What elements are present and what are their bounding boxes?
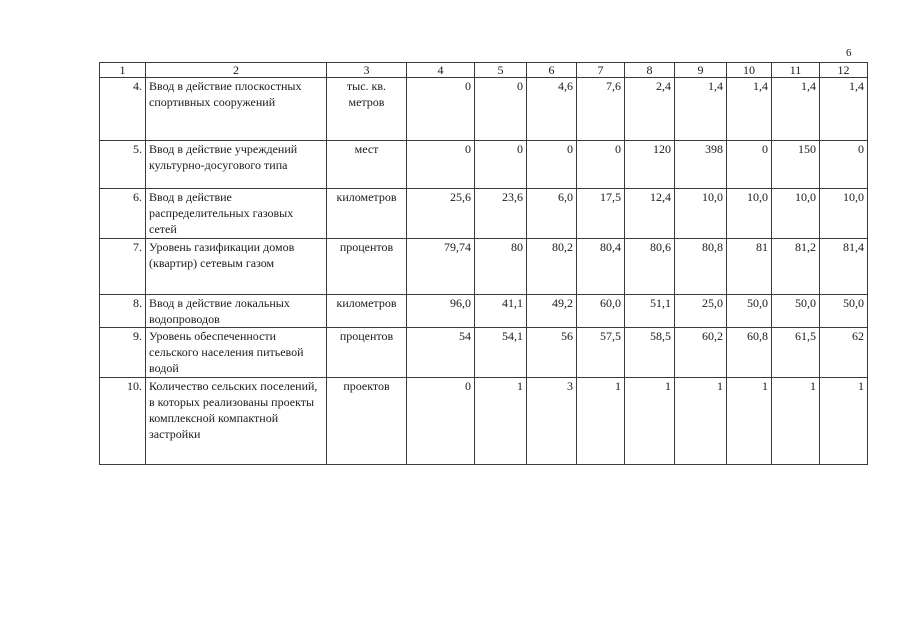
row-number: 4.: [100, 78, 146, 141]
value-cell: 10,0: [772, 189, 820, 239]
value-cell: 56: [527, 328, 577, 378]
value-cell: 0: [407, 378, 475, 465]
value-cell: 60,0: [577, 295, 625, 328]
table-row: [100, 78, 868, 141]
unit-cell: процентов: [327, 239, 407, 295]
value-cell: 80,4: [577, 239, 625, 295]
value-cell: 25,0: [675, 295, 727, 328]
value-cell: 1,4: [727, 78, 772, 141]
indicator-name: Ввод в действие учреждений культурно-досугового типа: [146, 141, 327, 189]
table-row: [100, 328, 868, 378]
value-cell: 1,4: [820, 78, 868, 141]
header-cell: 3: [327, 63, 407, 78]
value-cell: 1: [577, 378, 625, 465]
value-cell: 81,2: [772, 239, 820, 295]
value-cell: 50,0: [727, 295, 772, 328]
unit-cell: мест: [327, 141, 407, 189]
value-cell: 61,5: [772, 328, 820, 378]
header-cell: 7: [577, 63, 625, 78]
page-number: 6: [846, 47, 852, 59]
indicator-name: Количество сельских поселений, в которых реализованы проекты комплексной компактной застройки: [146, 378, 327, 465]
value-cell: 6,0: [527, 189, 577, 239]
header-cell: 4: [407, 63, 475, 78]
table-row: [100, 239, 868, 295]
value-cell: 50,0: [820, 295, 868, 328]
indicator-name: Ввод в действие плоскостных спортивных сооружений: [146, 78, 327, 141]
value-cell: 25,6: [407, 189, 475, 239]
table-row: [100, 141, 868, 189]
indicators-table: [99, 62, 868, 465]
value-cell: 0: [475, 78, 527, 141]
unit-cell: тыс. кв. метров: [327, 78, 407, 141]
header-cell: 5: [475, 63, 527, 78]
table-row: [100, 189, 868, 239]
table-row: [100, 378, 868, 465]
value-cell: 1,4: [772, 78, 820, 141]
value-cell: 17,5: [577, 189, 625, 239]
value-cell: 1: [625, 378, 675, 465]
header-cell: 8: [625, 63, 675, 78]
row-number: 5.: [100, 141, 146, 189]
value-cell: 1: [727, 378, 772, 465]
row-number: 10.: [100, 378, 146, 465]
value-cell: 3: [527, 378, 577, 465]
value-cell: 1: [675, 378, 727, 465]
value-cell: 51,1: [625, 295, 675, 328]
value-cell: 62: [820, 328, 868, 378]
value-cell: 80,2: [527, 239, 577, 295]
row-number: 8.: [100, 295, 146, 328]
value-cell: 96,0: [407, 295, 475, 328]
indicator-name: Уровень обеспеченности сельского населения питьевой водой: [146, 328, 327, 378]
header-cell: 11: [772, 63, 820, 78]
value-cell: 57,5: [577, 328, 625, 378]
value-cell: 398: [675, 141, 727, 189]
value-cell: 0: [577, 141, 625, 189]
value-cell: 23,6: [475, 189, 527, 239]
value-cell: 10,0: [820, 189, 868, 239]
value-cell: 0: [820, 141, 868, 189]
value-cell: 50,0: [772, 295, 820, 328]
value-cell: 0: [475, 141, 527, 189]
row-number: 6.: [100, 189, 146, 239]
value-cell: 80,8: [675, 239, 727, 295]
unit-cell: проектов: [327, 378, 407, 465]
value-cell: 12,4: [625, 189, 675, 239]
value-cell: 4,6: [527, 78, 577, 141]
header-row: [100, 63, 868, 78]
unit-cell: процентов: [327, 328, 407, 378]
value-cell: 81,4: [820, 239, 868, 295]
value-cell: 80: [475, 239, 527, 295]
header-cell: 2: [146, 63, 327, 78]
unit-cell: километров: [327, 189, 407, 239]
value-cell: 0: [407, 141, 475, 189]
value-cell: 54: [407, 328, 475, 378]
value-cell: 1: [820, 378, 868, 465]
unit-cell: километров: [327, 295, 407, 328]
value-cell: 1,4: [675, 78, 727, 141]
header-cell: 9: [675, 63, 727, 78]
value-cell: 49,2: [527, 295, 577, 328]
value-cell: 60,8: [727, 328, 772, 378]
value-cell: 60,2: [675, 328, 727, 378]
header-cell: 1: [100, 63, 146, 78]
row-number: 9.: [100, 328, 146, 378]
value-cell: 0: [527, 141, 577, 189]
value-cell: 7,6: [577, 78, 625, 141]
value-cell: 54,1: [475, 328, 527, 378]
value-cell: 1: [772, 378, 820, 465]
value-cell: 2,4: [625, 78, 675, 141]
value-cell: 0: [727, 141, 772, 189]
indicator-name: Ввод в действие распределительных газовых сетей: [146, 189, 327, 239]
header-cell: 10: [727, 63, 772, 78]
value-cell: 79,74: [407, 239, 475, 295]
value-cell: 10,0: [675, 189, 727, 239]
indicator-name: Уровень газификации домов (квартир) сетевым газом: [146, 239, 327, 295]
value-cell: 120: [625, 141, 675, 189]
value-cell: 80,6: [625, 239, 675, 295]
value-cell: 1: [475, 378, 527, 465]
header-cell: 12: [820, 63, 868, 78]
header-cell: 6: [527, 63, 577, 78]
value-cell: 150: [772, 141, 820, 189]
indicator-name: Ввод в действие локальных водопроводов: [146, 295, 327, 328]
table-row: [100, 295, 868, 328]
value-cell: 81: [727, 239, 772, 295]
value-cell: 0: [407, 78, 475, 141]
value-cell: 10,0: [727, 189, 772, 239]
row-number: 7.: [100, 239, 146, 295]
value-cell: 58,5: [625, 328, 675, 378]
value-cell: 41,1: [475, 295, 527, 328]
